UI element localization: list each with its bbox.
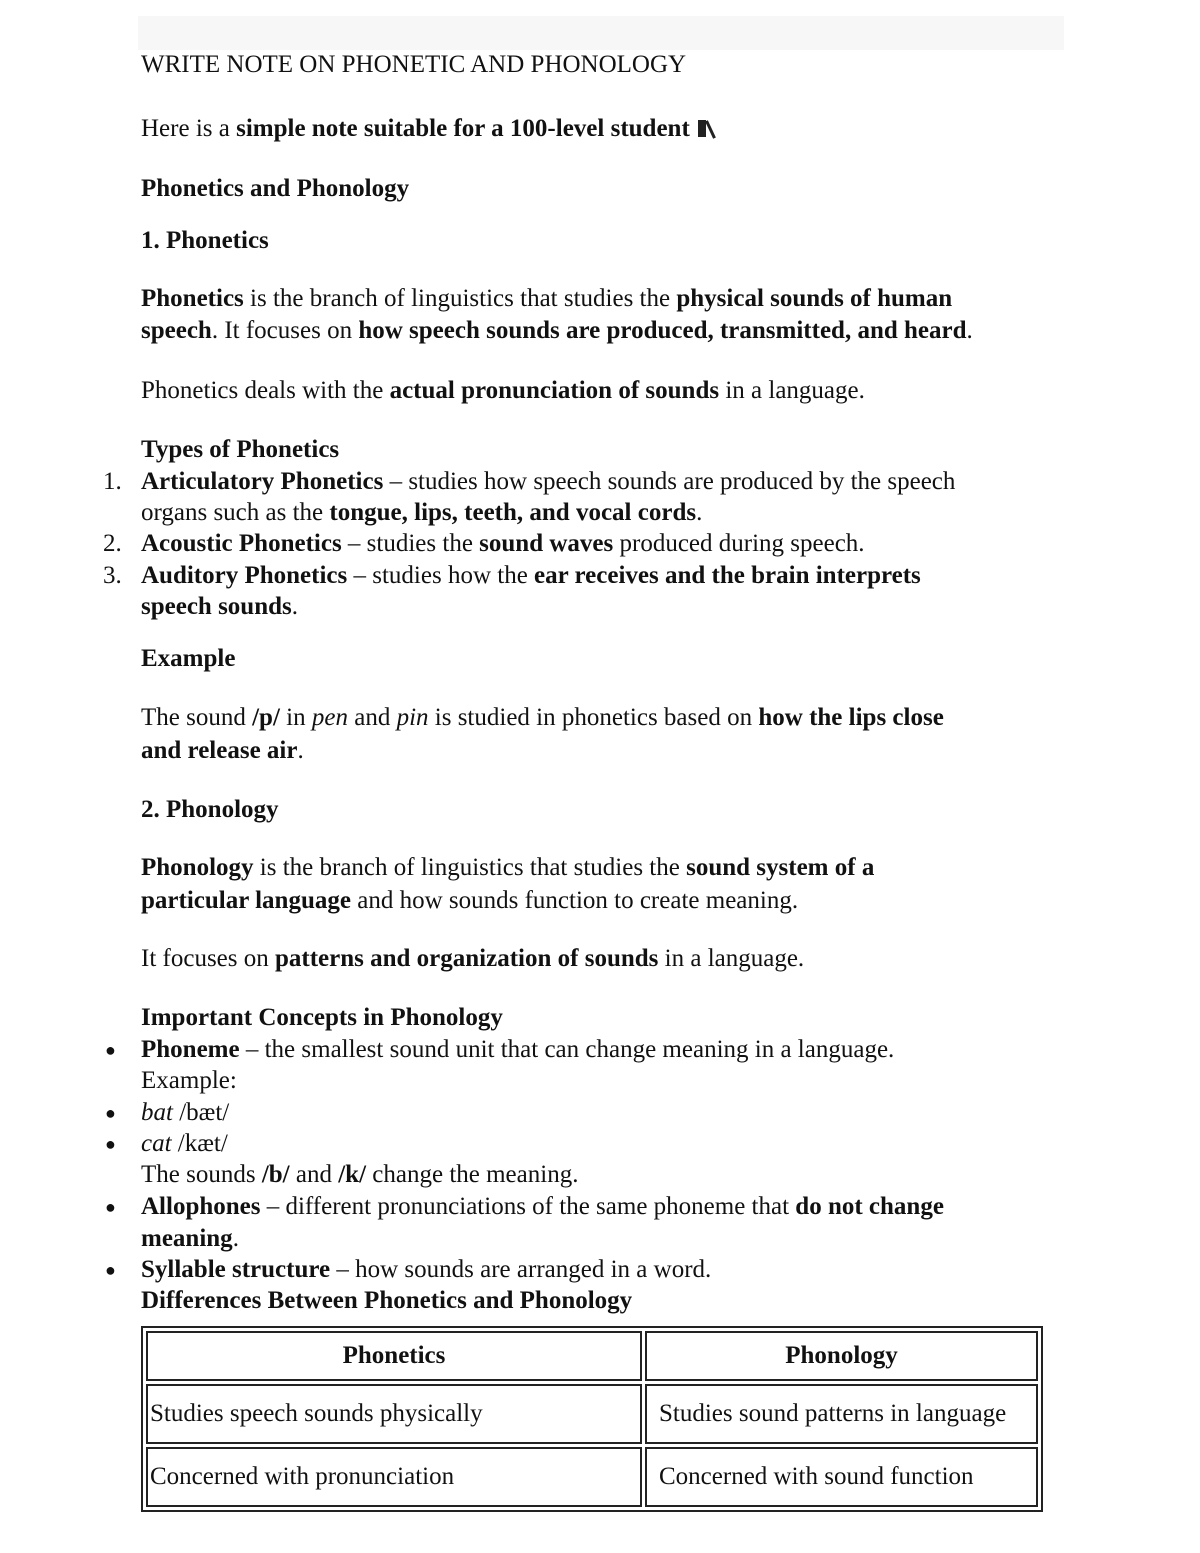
type-auditory-line2: speech sounds. — [141, 593, 298, 620]
example-heading: Example — [141, 645, 236, 672]
bullet-dot: ● — [105, 1040, 116, 1060]
concept-allophones-line1: Allophones – different pronunciations of the same phoneme that do not change — [141, 1193, 944, 1220]
intro-bold: simple note suitable for a 100-level student — [236, 115, 690, 142]
main-heading: Phonetics and Phonology — [141, 175, 410, 202]
intro-text: Here is a — [141, 115, 237, 142]
table-header-row — [146, 1331, 1038, 1381]
list-number: 1. — [103, 468, 122, 495]
example-line2: and release air. — [141, 737, 304, 764]
type-articulatory-line1: Articulatory Phonetics – studies how speech sounds are produced by the speech — [141, 468, 956, 495]
example-cat: cat /kæt/ — [141, 1130, 228, 1157]
bullet-dot: ● — [105, 1103, 116, 1123]
bullet-dot: ● — [105, 1197, 116, 1217]
intro-line — [141, 113, 716, 145]
phonology-definition-line2: particular language and how sounds function to create meaning. — [141, 887, 799, 914]
phonetics-deals-line: Phonetics deals with the actual pronunciation of sounds in a language. — [141, 377, 865, 404]
table-cell: Studies speech sounds physically — [146, 1384, 642, 1444]
table-cell: Concerned with sound function — [645, 1447, 1038, 1507]
bullet-dot: ● — [105, 1260, 116, 1280]
table-cell: Studies sound patterns in language — [645, 1384, 1038, 1444]
concept-syllable: Syllable structure – how sounds are arranged in a word. — [141, 1256, 712, 1283]
bullet-dot: ● — [105, 1134, 116, 1154]
table-header-cell: Phonetics — [146, 1331, 642, 1381]
type-articulatory-line2: organs such as the tongue, lips, teeth, and vocal cords. — [141, 499, 703, 526]
list-number: 3. — [103, 562, 122, 589]
pencil-and-paper-icon — [696, 118, 716, 138]
differences-heading: Differences Between Phonetics and Phonology — [141, 1287, 633, 1314]
phonetics-definition-line2: speech. It focuses on how speech sounds are produced, transmitted, and heard. — [141, 317, 973, 344]
concept-phoneme: Phoneme – the smallest sound unit that can change meaning in a language. — [141, 1036, 895, 1063]
section-heading-phonology: 2. Phonology — [141, 796, 279, 823]
page-top-bar — [138, 16, 1064, 50]
differences-table — [141, 1326, 1043, 1512]
table-header-cell: Phonology — [645, 1331, 1038, 1381]
concept-phoneme-example-label: Example: — [141, 1067, 237, 1094]
table-row — [146, 1447, 1038, 1507]
phonology-focus-line: It focuses on patterns and organization of sounds in a language. — [141, 945, 805, 972]
sounds-change-line: The sounds /b/ and /k/ change the meaning. — [141, 1161, 579, 1188]
phonetics-definition-line1: Phonetics is the branch of linguistics that studies the physical sounds of human — [141, 285, 953, 312]
list-number: 2. — [103, 530, 122, 557]
type-auditory-line1: Auditory Phonetics – studies how the ear receives and the brain interprets — [141, 562, 921, 589]
phonology-definition-line1: Phonology is the branch of linguistics that studies the sound system of a — [141, 854, 875, 881]
section-heading-phonetics: 1. Phonetics — [141, 227, 269, 254]
example-line1: The sound /p/ in pen and pin is studied in phonetics based on how the lips close — [141, 704, 944, 731]
types-heading: Types of Phonetics — [141, 436, 340, 463]
table-row — [146, 1384, 1038, 1444]
example-bat: bat /bæt/ — [141, 1099, 230, 1126]
table-cell: Concerned with pronunciation — [146, 1447, 642, 1507]
concept-allophones-line2: meaning. — [141, 1225, 239, 1252]
concepts-heading: Important Concepts in Phonology — [141, 1004, 503, 1031]
type-acoustic: Acoustic Phonetics – studies the sound waves produced during speech. — [141, 530, 865, 557]
document-title: WRITE NOTE ON PHONETIC AND PHONOLOGY — [141, 51, 687, 78]
